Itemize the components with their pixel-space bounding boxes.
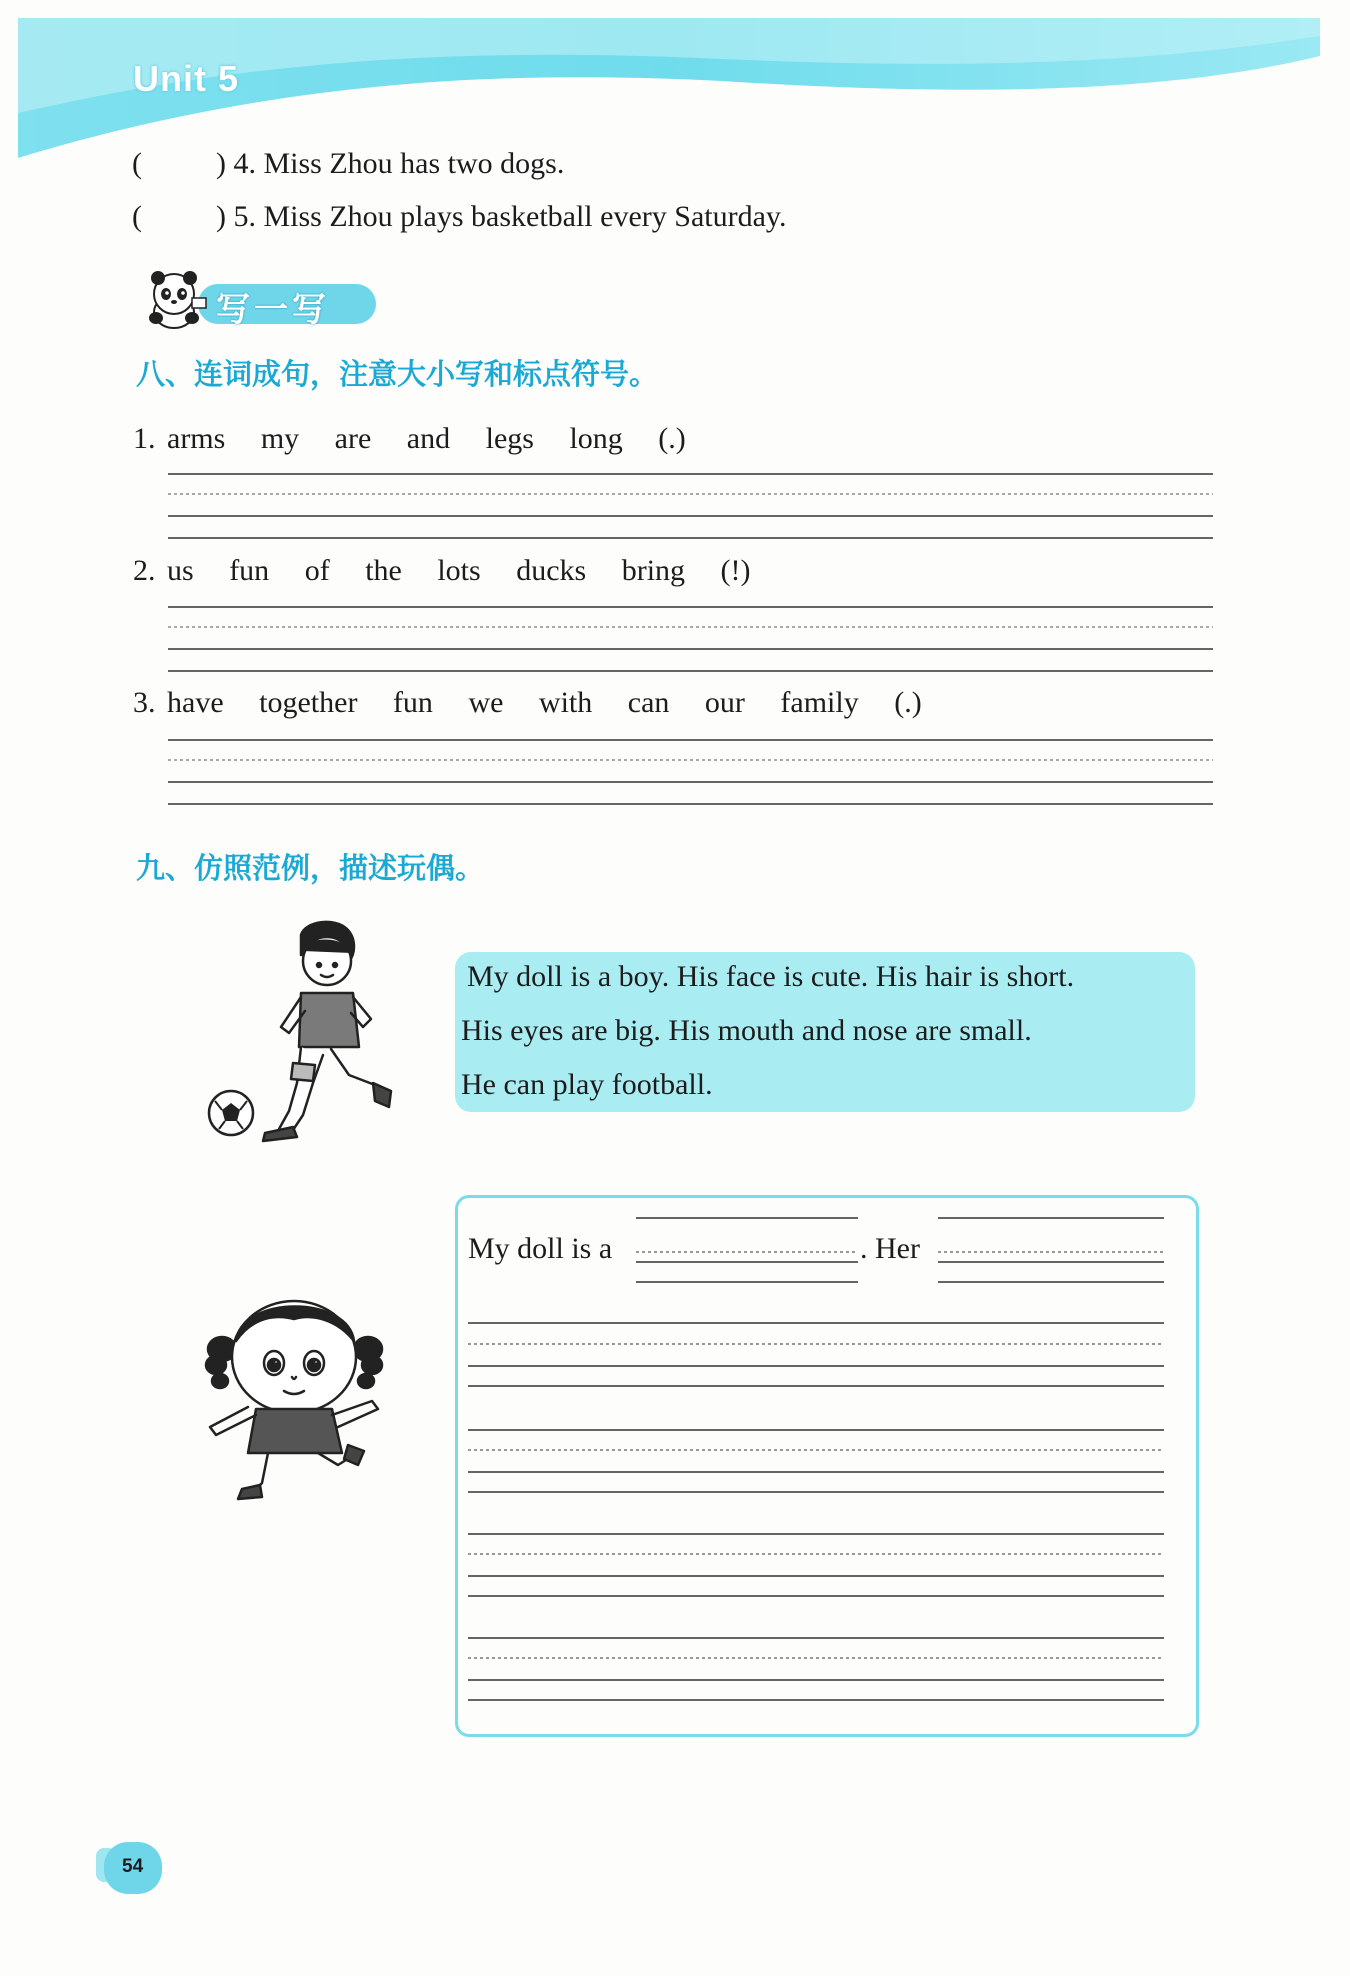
- word: of: [304, 554, 330, 587]
- tf-statement: 4. Miss Zhou has two dogs.: [233, 147, 565, 180]
- example-line-1: My doll is a boy. His face is cute. His hair is short.: [467, 960, 1075, 993]
- word: are: [334, 422, 372, 455]
- panda-icon: [138, 268, 210, 330]
- word: together: [259, 686, 358, 719]
- word: can: [627, 686, 670, 719]
- example-line-2: His eyes are big. His mouth and nose are small.: [461, 1014, 1032, 1047]
- example-line-3: He can play football.: [461, 1068, 713, 1101]
- section8-instruction: 八、连词成句，注意大小写和标点符号。: [136, 357, 659, 391]
- word: our: [704, 686, 745, 719]
- word: have: [167, 686, 224, 719]
- word: lots: [437, 554, 481, 587]
- word: arms: [167, 422, 226, 455]
- unit-label: Unit 5: [133, 58, 240, 99]
- word: and: [406, 422, 451, 455]
- word: (.): [658, 422, 686, 455]
- word: we: [468, 686, 504, 719]
- writing-lines-3[interactable]: [168, 728, 1213, 860]
- tf-open-paren: (: [132, 200, 142, 233]
- word: fun: [392, 686, 433, 719]
- write-title-text: 写一写: [216, 290, 330, 330]
- word: bring: [621, 554, 686, 587]
- answer-prefix: My doll is a: [468, 1232, 613, 1265]
- example-box: [455, 952, 1195, 1112]
- word: fun: [229, 554, 270, 587]
- question-number: 1.: [133, 422, 156, 455]
- word: us: [167, 554, 194, 587]
- tf-item-4: [132, 146, 564, 182]
- boy-football-illustration: [205, 915, 405, 1147]
- word: the: [365, 554, 402, 587]
- word: legs: [485, 422, 534, 455]
- question-number: 2.: [133, 554, 156, 587]
- answer-mid: . Her: [860, 1232, 920, 1265]
- tf-close-paren: ): [216, 200, 226, 233]
- word: with: [538, 686, 593, 719]
- answer-writing-lines[interactable]: [458, 1198, 1196, 1734]
- word: (!): [720, 554, 751, 587]
- question-number: 3.: [133, 686, 156, 719]
- word: ducks: [516, 554, 587, 587]
- answer-box: [455, 1195, 1199, 1737]
- page-number: 54: [122, 1856, 144, 1877]
- word: long: [569, 422, 623, 455]
- word: my: [260, 422, 300, 455]
- write-section-title: [138, 268, 376, 330]
- tf-statement: 5. Miss Zhou plays basketball every Saturday.: [233, 200, 787, 233]
- word: (.): [894, 686, 922, 719]
- tf-item-5: [132, 199, 786, 235]
- tf-close-paren: ): [216, 147, 226, 180]
- question-3: [133, 686, 950, 720]
- section9-instruction: 九、仿照范例，描述玩偶。: [136, 851, 485, 885]
- girl-doll-illustration: [198, 1285, 398, 1505]
- question-2: [133, 554, 779, 588]
- tf-open-paren: (: [132, 147, 142, 180]
- word: family: [780, 686, 859, 719]
- question-1: [133, 422, 714, 456]
